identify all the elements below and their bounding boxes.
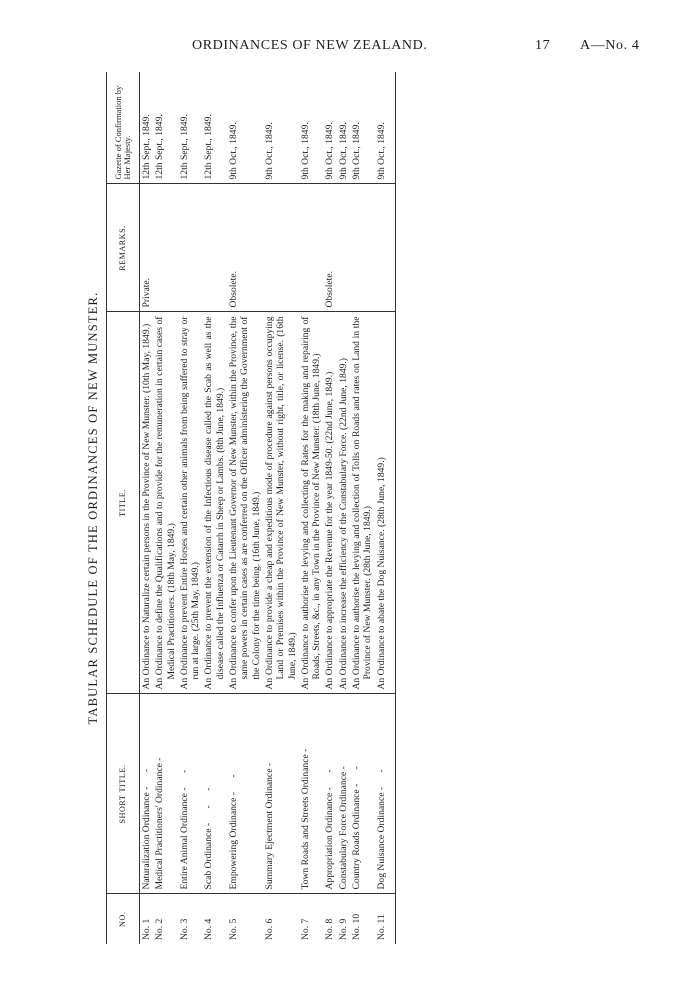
ordinance-short-title: Medical Practitioners' Ordinance — [154, 763, 166, 890]
ordinance-schedule-table — [106, 72, 396, 944]
ordinance-title: An Ordinance to prevent Entire Horses and certain other animals from being suffered to stray or run at large. (25th May, 1849.) — [178, 312, 203, 694]
ordinance-title: An Ordinance to define the Qualifications and to provide for the remuneration in certain cases of Medical Practitioners. (18th May, 1849.) — [153, 312, 178, 694]
dot-leader: - — [263, 756, 275, 767]
table-row — [202, 72, 227, 944]
short-title-cell — [263, 694, 299, 894]
gazette-confirmation-date: 9th Oct., 1849. — [323, 72, 336, 184]
gazette-confirmation-date: 12th Sept., 1849. — [153, 72, 178, 184]
column-header-no: NO. — [107, 894, 140, 944]
ordinance-number: No. 3 — [178, 918, 190, 940]
ordinance-number: No. 1 — [141, 918, 152, 940]
ordinance-title: An Ordinance to appropriate the Revenue for the year 1849-50. (22nd June, 1849.) — [323, 312, 336, 694]
ordinance-short-title: Empowering Ordinance — [228, 797, 240, 890]
gazette-confirmation-date: 9th Oct., 1849. — [227, 72, 263, 184]
dot-leader: - — [154, 751, 166, 761]
ordinance-title: An Ordinance to provide a cheap and expeditious mode of procedure against persons occupying Land or Premises within the Province of New Munster, without right, title, or license. (16th June, 1849.) — [263, 312, 299, 694]
document-code: A—No. 4 — [580, 38, 640, 53]
table-row — [299, 72, 324, 944]
gazette-confirmation-date: 9th Oct., 1849. — [375, 72, 396, 184]
ordinance-short-title: Entire Animal Ordinance — [178, 793, 190, 890]
dot-leader: - - — [141, 763, 152, 790]
gazette-confirmation-date: 12th Sept., 1849. — [178, 72, 203, 184]
table-body — [140, 72, 396, 944]
table-row — [337, 72, 350, 944]
ordinance-remarks — [263, 184, 299, 312]
short-title-cell — [178, 694, 203, 894]
table-row — [323, 72, 336, 944]
column-header-title: TITLE. — [107, 312, 140, 694]
ordinance-short-title: Naturalization Ordinance — [141, 792, 152, 890]
short-title-cell — [299, 694, 324, 894]
column-header-remarks: REMARKS. — [107, 184, 140, 312]
ordinance-short-title: Appropriation Ordinance — [324, 792, 336, 890]
table-row — [140, 72, 154, 944]
short-title-cell — [140, 694, 154, 894]
page-number: 17 — [535, 38, 551, 53]
ordinance-short-title: Scab Ordinance — [203, 828, 215, 890]
column-header-gazette: Gazette of Confirmation by Her Majesty. — [107, 72, 140, 184]
table-row — [263, 72, 299, 944]
dot-leader: - - — [228, 768, 240, 796]
ordinance-number: No. 9 — [337, 918, 349, 940]
ordinance-short-title: Constabulary Force Ordinance — [337, 771, 349, 890]
gazette-confirmation-date: 12th Sept., 1849. — [202, 72, 227, 184]
ordinance-number: No. 4 — [203, 918, 215, 940]
dot-leader: - - — [324, 763, 336, 791]
short-title-cell — [202, 694, 227, 894]
gazette-confirmation-date: 9th Oct., 1849. — [350, 72, 375, 184]
rotated-schedule — [80, 72, 540, 944]
ordinance-remarks — [337, 184, 350, 312]
ordinance-remarks — [350, 184, 375, 312]
ordinance-title: An Ordinance to abate the Dog Nuisance. (28th June, 1849.) — [375, 312, 396, 694]
ordinance-short-title: Country Roads Ordinance — [351, 789, 363, 890]
gazette-confirmation-date: 9th Oct., 1849. — [337, 72, 350, 184]
gazette-confirmation-date: 12th Sept., 1849. — [140, 72, 154, 184]
ordinance-number: No. 8 — [324, 918, 336, 940]
table-row — [153, 72, 178, 944]
gazette-confirmation-date: 9th Oct., 1849. — [299, 72, 324, 184]
dot-leader: - - — [375, 763, 387, 791]
table-row — [227, 72, 263, 944]
ordinance-title: An Ordinance to prevent the extension of the Infectious disease called the Scab as well as the disease called the Influenza or Catarrh in Sheep or Lambs. (8th June, 1849.) — [202, 312, 227, 694]
short-title-cell — [153, 694, 178, 894]
short-title-cell — [323, 694, 336, 894]
dot-leader: - — [337, 760, 349, 770]
gazette-confirmation-date: 9th Oct., 1849. — [263, 72, 299, 184]
column-header-short-title: SHORT TITLE. — [107, 694, 140, 894]
ordinance-remarks — [153, 184, 178, 312]
ordinance-remarks — [202, 184, 227, 312]
ordinance-remarks — [178, 184, 203, 312]
ordinance-short-title: Dog Nuisance Ordinance — [375, 792, 387, 890]
table-row — [375, 72, 396, 944]
page-header — [0, 38, 700, 60]
ordinance-title: An Ordinance to authorise the levying and collecting of Rates for the making and repairing of Roads, Streets, &c., in any Town in the Province of New Munster. (18th June, 1849.) — [299, 312, 324, 694]
ordinance-title: An Ordinance to Naturalize certain persons in the Province of New Munster. (10th May, 1849.) — [140, 312, 154, 694]
running-title: ORDINANCES OF NEW ZEALAND. — [192, 38, 428, 53]
ordinance-number: No. 10 — [351, 913, 363, 940]
table-caption: TABULAR SCHEDULE OF THE ORDINANCES OF NEW MUNSTER. — [86, 291, 100, 725]
dot-leader: - - — [178, 763, 190, 791]
short-title-cell — [375, 694, 396, 894]
ordinance-title: An Ordinance to confer upon the Lieutenant Governor of New Munster, within the Province, the same powers in certain cases as are conferred on the Officer administering the Government of the Colony for the time being. (16th June, 1849.) — [227, 312, 263, 694]
ordinance-remarks: Obsolete. — [227, 184, 263, 312]
ordinance-title: An Ordinance to increase the efficiency of the Constabulary Force. (22nd June, 1849.) — [337, 312, 350, 694]
ordinance-number: No. 2 — [154, 918, 166, 940]
short-title-cell — [227, 694, 263, 894]
table-row — [178, 72, 203, 944]
short-title-cell — [350, 694, 375, 894]
ordinance-remarks: Private. — [140, 184, 154, 312]
short-title-cell — [337, 694, 350, 894]
ordinance-remarks: Obsolete. — [323, 184, 336, 312]
table-header-row — [107, 72, 140, 944]
ordinance-number: No. 6 — [263, 918, 275, 940]
ordinance-title: An Ordinance to authorise the levying and collection of Tolls on Roads and rates on Land in the Province of New Munster. (28th June, 1849.) — [350, 312, 375, 694]
ordinance-remarks — [299, 184, 324, 312]
ordinance-number: No. 11 — [375, 894, 396, 944]
dot-leader: - - - — [203, 781, 215, 827]
ordinance-remarks — [375, 184, 396, 312]
dot-leader: - — [299, 742, 311, 752]
ordinance-short-title: Summary Ejectment Ordinance — [263, 768, 275, 890]
table-row — [350, 72, 375, 944]
ordinance-short-title: Town Roads and Streets Ordinance — [299, 754, 311, 890]
ordinance-number: No. 7 — [299, 918, 311, 940]
dot-leader: - - — [351, 760, 363, 787]
ordinance-number: No. 5 — [228, 918, 240, 940]
